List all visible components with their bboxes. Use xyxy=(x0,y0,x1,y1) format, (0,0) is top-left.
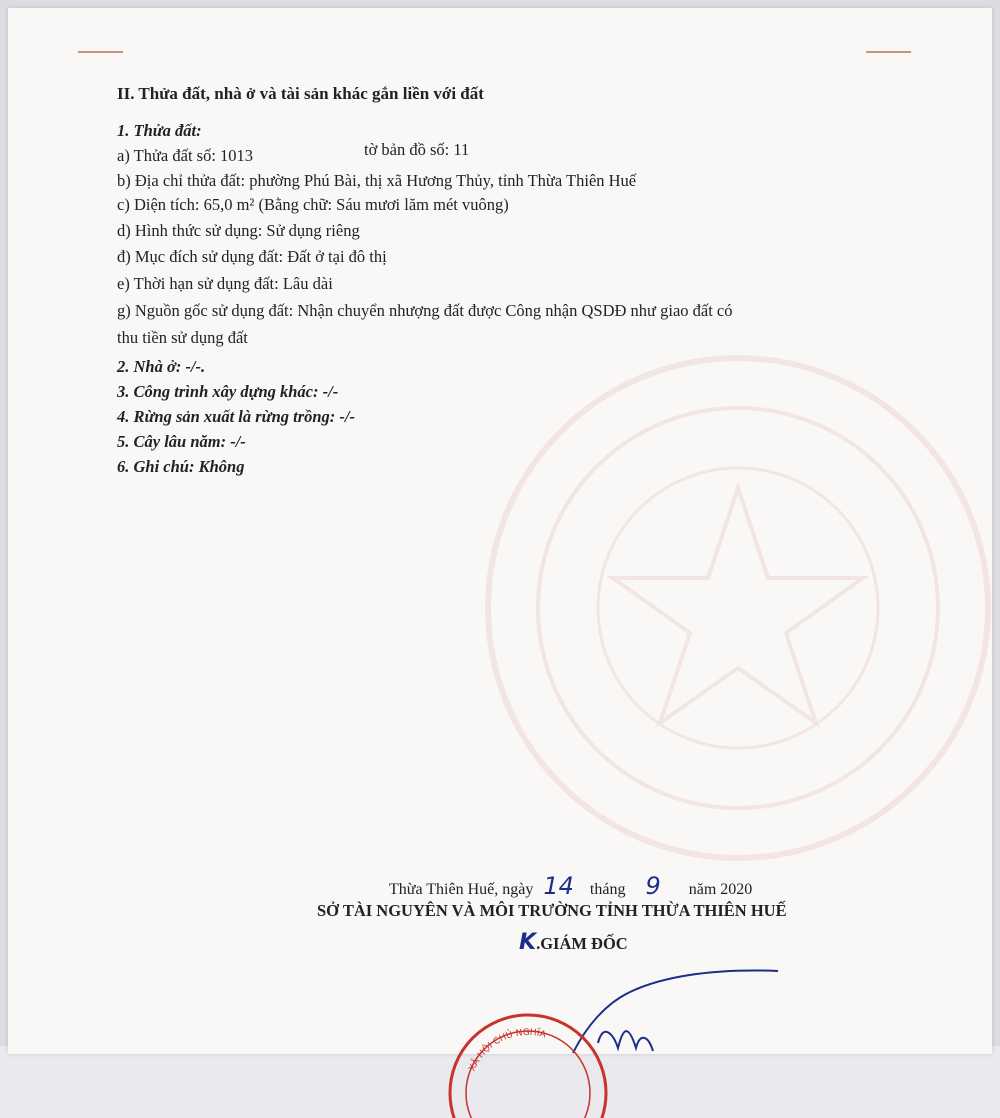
usage-form: d) Hình thức sử dụng: Sử dụng riêng xyxy=(117,221,360,240)
usage-purpose: đ) Mục đích sử dụng đất: Đất ở tại đô thị xyxy=(117,247,387,266)
issuing-agency: SỞ TÀI NGUYÊN VÀ MÔI TRƯỜNG TỈNH THỪA THIÊN HUẾ xyxy=(317,901,787,920)
land-heading: 1. Thửa đất: xyxy=(117,121,202,140)
top-rule-left xyxy=(78,51,123,53)
perennial-trees-item: 5. Cây lâu năm: -/- xyxy=(117,432,246,451)
usage-term: e) Thời hạn sử dụng đất: Lâu dài xyxy=(117,274,333,293)
map-sheet-number: tờ bản đồ số: 11 xyxy=(364,140,470,159)
production-forest-item: 4. Rừng sản xuất là rừng trồng: -/- xyxy=(117,407,355,426)
signing-date-line xyxy=(389,872,752,900)
signing-day: 14 xyxy=(543,872,574,900)
certificate-page xyxy=(8,8,992,1073)
usage-origin-line2: thu tiền sử dụng đất xyxy=(117,328,248,347)
section-title: II. Thửa đất, nhà ở và tài sản khác gắn liền với đất xyxy=(117,84,484,103)
svg-text:XÃ HỘI CHỦ NGHĨA xyxy=(468,1028,548,1073)
official-seal xyxy=(448,998,648,1118)
house-item: 2. Nhà ở: -/-. xyxy=(117,357,206,376)
director-title xyxy=(519,930,628,955)
notes-item: 6. Ghi chú: Không xyxy=(117,457,245,476)
director-label: .GIÁM ĐỐC xyxy=(536,934,628,953)
director-prefix-handwritten: K xyxy=(519,930,537,955)
month-label: tháng xyxy=(589,881,626,898)
parcel-area: c) Diện tích: 65,0 m² (Bằng chữ: Sáu mươi lăm mét vuông) xyxy=(117,195,509,214)
top-rule-right xyxy=(866,51,911,53)
signing-place: Thừa Thiên Huế, ngày xyxy=(389,881,534,898)
other-construction-item: 3. Công trình xây dựng khác: -/- xyxy=(117,382,339,401)
emblem-watermark xyxy=(478,278,998,938)
parcel-number: a) Thửa đất số: 1013 xyxy=(117,146,254,165)
signing-month: 9 xyxy=(645,872,661,900)
parcel-address: b) Địa chỉ thửa đất: phường Phú Bài, thị xã Hương Thủy, tỉnh Thừa Thiên Huế xyxy=(117,171,637,190)
signing-year: năm 2020 xyxy=(688,881,753,898)
seal-text: XÃ HỘI CHỦ NGHĨA xyxy=(467,1027,547,1073)
usage-origin-line1: g) Nguồn gốc sử dụng đất: Nhận chuyển nhượng đất được Công nhận QSDĐ như giao đất có xyxy=(117,301,733,320)
